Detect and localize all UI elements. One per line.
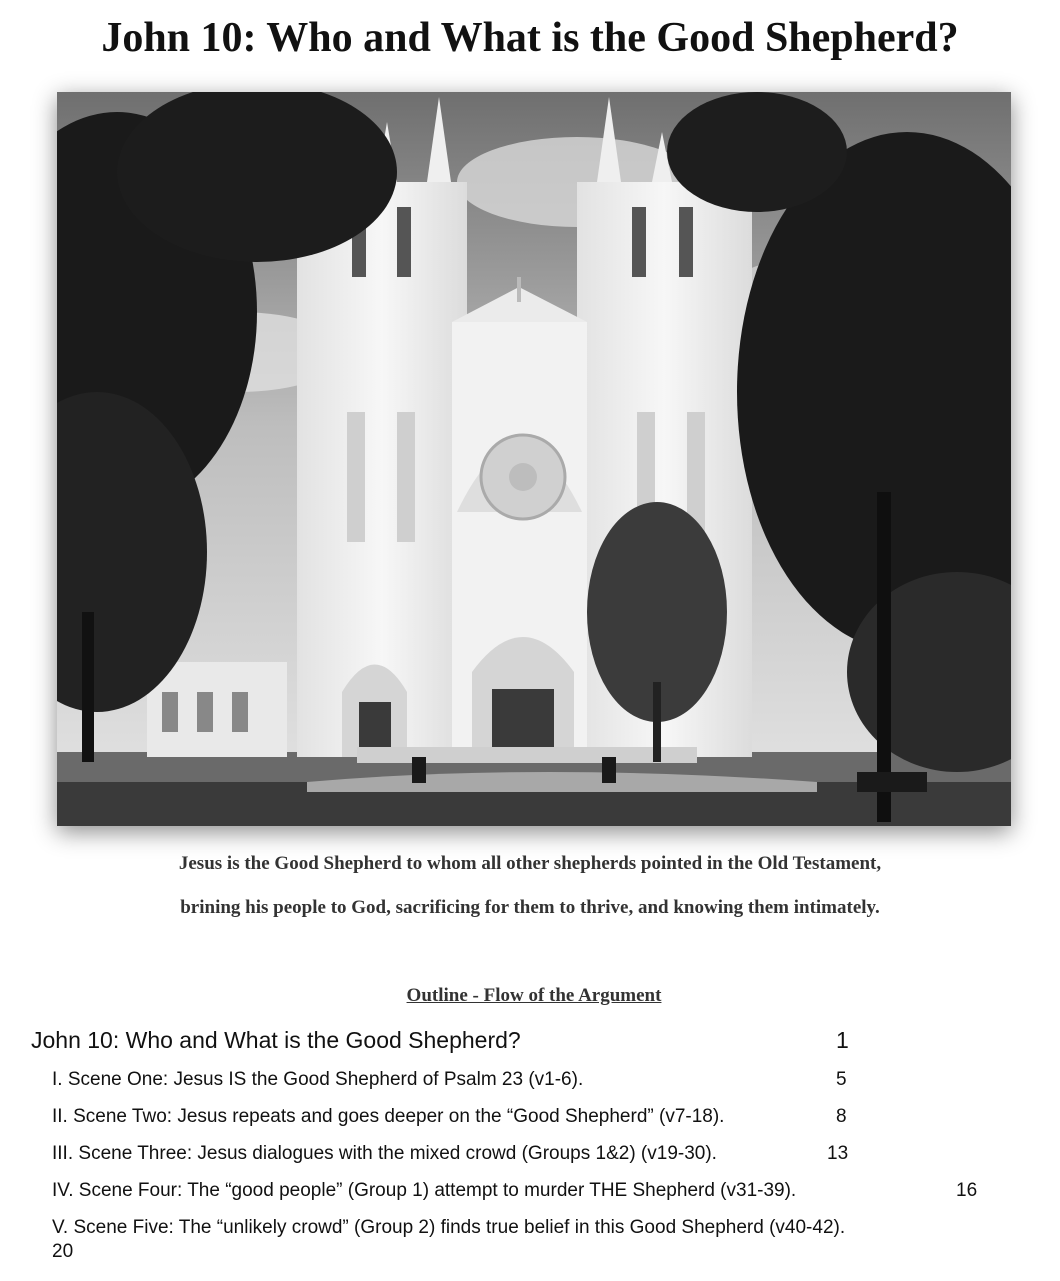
toc-page-number: 8	[836, 1106, 847, 1127]
page-title: John 10: Who and What is the Good Shepherd?	[101, 15, 959, 61]
toc-main-page-number: 1	[836, 1027, 849, 1053]
toc-page-number: 20	[52, 1241, 74, 1262]
toc-item-scene-five[interactable]: V. Scene Five: The “unlikely crowd” (Group 2) finds true belief in this Good Shepherd (v40-42).	[52, 1217, 846, 1238]
toc-item-scene-four[interactable]: IV. Scene Four: The “good people” (Group 1) attempt to murder THE Shepherd (v31-39).	[52, 1180, 797, 1201]
caption-line-1: Jesus is the Good Shepherd to whom all other shepherds pointed in the Old Testament,	[178, 853, 882, 874]
toc-item-scene-one[interactable]: I. Scene One: Jesus IS the Good Shepherd of Psalm 23 (v1-6).	[52, 1069, 584, 1090]
toc-page-number: 16	[956, 1180, 978, 1201]
toc-page-number: 13	[827, 1143, 849, 1164]
toc-main-entry[interactable]: John 10: Who and What is the Good Shepherd?	[31, 1027, 521, 1053]
toc-item-scene-three[interactable]: III. Scene Three: Jesus dialogues with the mixed crowd (Groups 1&2) (v19-30).	[52, 1143, 717, 1164]
caption-line-2: brining his people to God, sacrificing for them to thrive, and knowing them intimately.	[180, 897, 880, 918]
toc-page-number: 5	[836, 1069, 847, 1090]
toc-item-scene-two[interactable]: II. Scene Two: Jesus repeats and goes deeper on the “Good Shepherd” (v7-18).	[52, 1106, 725, 1127]
cathedral-photo	[57, 92, 1011, 826]
outline-heading: Outline - Flow of the Argument	[406, 985, 662, 1006]
cathedral-illustration	[57, 92, 1011, 826]
